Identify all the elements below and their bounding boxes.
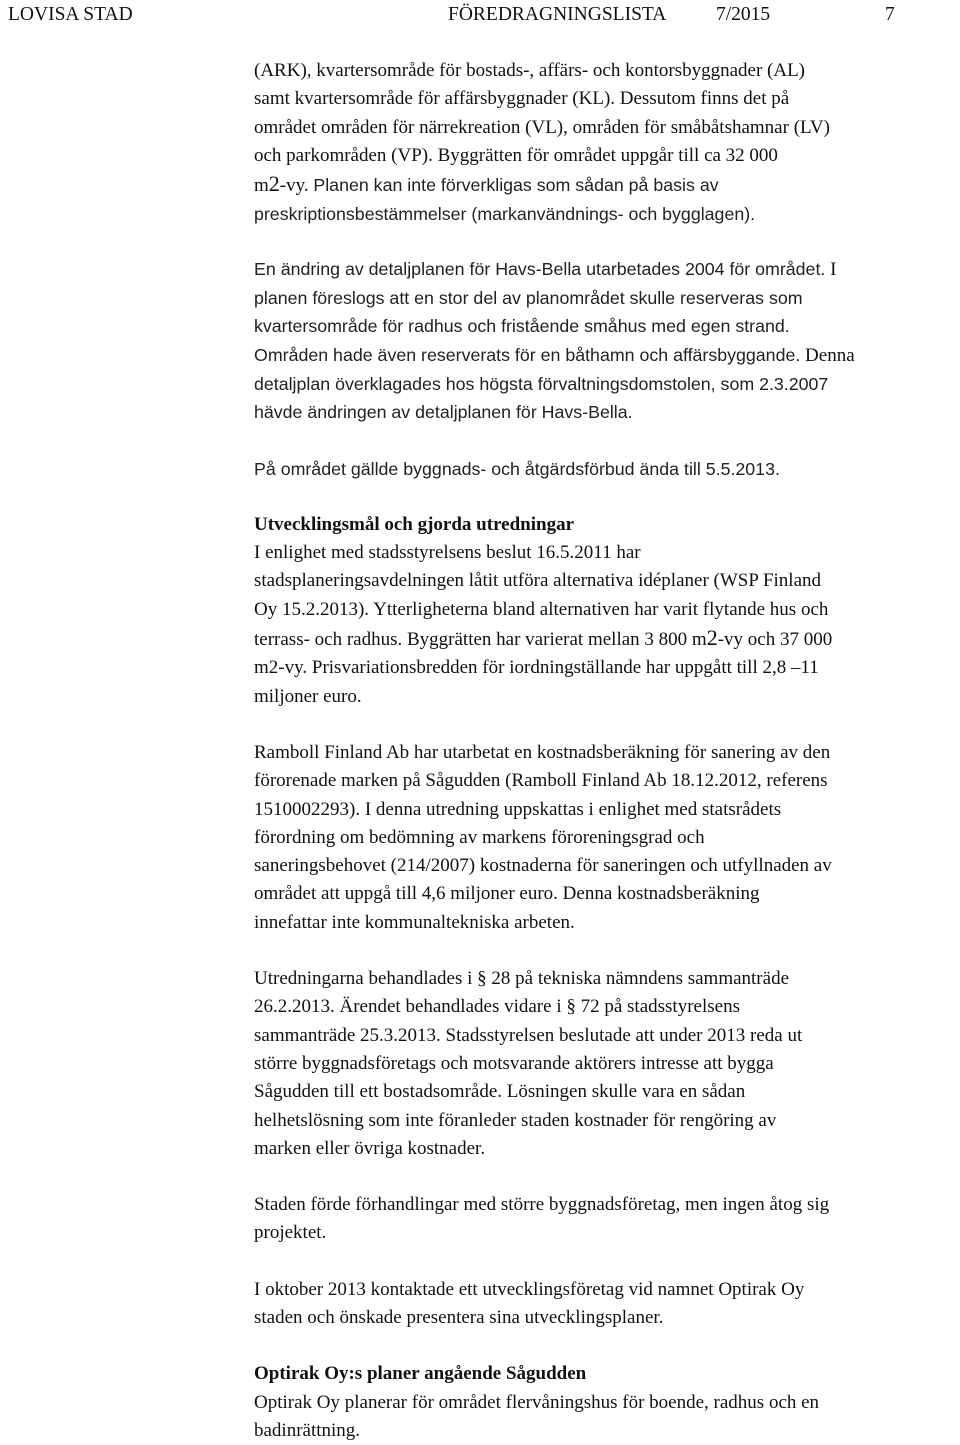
text-line: I oktober 2013 kontaktade ett utvecklingsföretag vid namnet Optirak Oy [254, 1278, 805, 1300]
text-line: Ramboll Finland Ab har utarbetat en kostnadsberäkning för sanering av den [254, 741, 831, 763]
document-body [254, 57, 960, 1445]
page-header [0, 0, 960, 32]
text-line: m2-vy. Prisvariationsbredden för iordningställande har uppgått till 2,8 –11 [254, 657, 819, 679]
text-fragment: Denna [800, 344, 855, 366]
text-line: helhetslösning som inte föranleder staden kostnader för rengöring av [254, 1109, 777, 1131]
text-line: staden och önskade presentera sina utvecklingsplaner. [254, 1306, 664, 1328]
text-line: samt kvartersområde för affärsbyggnader (KL). Dessutom finns det på [254, 88, 790, 110]
paragraph-detailed-plan-change [254, 255, 960, 427]
text-line: området att uppgå till 4,6 miljoner euro. Denna kostnadsberäkning [254, 883, 760, 905]
header-page-number: 7 [885, 4, 895, 25]
paragraph-optirak-contact [254, 1276, 960, 1333]
text-line: Utredningarna behandlades i § 28 på tekniska nämndens sammanträde [254, 968, 789, 990]
text-line: Oy 15.2.2013). Ytterligheterna bland alternativen har varit flytande hus och [254, 598, 829, 620]
text-line: och parkområden (VP). Byggrätten för området uppgår till ca 32 000 [254, 144, 778, 166]
section-heading: Utvecklingsmål och gjorda utredningar [254, 513, 575, 535]
text-line [254, 170, 960, 200]
paragraph-building-ban [254, 455, 960, 483]
text-line: miljoner euro. [254, 685, 362, 707]
unit-exponent: 2 [706, 625, 718, 651]
text-line: innefattar inte kommunaltekniska arbeten. [254, 911, 575, 933]
text-line: badinrättning. [254, 1419, 361, 1441]
unit-text: m [254, 175, 269, 197]
text-line: preskriptionsbestämmelser (markanvändnings- och bygglagen). [254, 204, 756, 225]
paragraph-negotiations [254, 1191, 960, 1248]
text-line: detaljplan överklagades hos högsta förvaltningsdomstolen, som 2.3.2007 [254, 373, 829, 394]
text-line: större byggnadsföretags och motsvarande aktörers intresse att bygga [254, 1052, 774, 1074]
text-line [254, 341, 960, 370]
text-line: Staden förde förhandlingar med större byggnadsföretag, men ingen åtog sig [254, 1194, 830, 1216]
text-line: På området gällde byggnads- och åtgärdsförbud ända till 5.5.2013. [254, 458, 780, 479]
paragraph-cost-estimate [254, 739, 960, 937]
section-development-goals [254, 511, 960, 711]
text-line: 1510002293). I denna utredning uppskattas i enlighet med statsrådets [254, 798, 782, 820]
sans-text: Områden hade även reserverats för en båthamn och affärsbyggande. [254, 344, 801, 365]
header-organization: LOVISA STAD [8, 4, 133, 25]
unit-exponent: 2 [268, 171, 280, 197]
text-line: (ARK), kvartersområde för bostads-, affärs- och kontorsbyggnader (AL) [254, 60, 805, 81]
text-fragment: I [825, 258, 837, 280]
sans-text: Planen kan inte förverkligas som sådan på basis av [313, 175, 719, 196]
paragraph-committee-handling [254, 965, 960, 1163]
text-line: kvartersområde för radhus och fristående småhus med egen strand. [254, 316, 790, 337]
text-line: saneringsbehovet (214/2007) kostnaderna för saneringen och utfyllnaden av [254, 855, 832, 877]
text-fragment: -vy och 37 000 [717, 629, 833, 651]
text-line: I enlighet med stadsstyrelsens beslut 16.5.2011 har [254, 542, 641, 564]
text-line: marken eller övriga kostnader. [254, 1137, 486, 1159]
text-line: 26.2.2013. Ärendet behandlades vidare i § 72 på stadsstyrelsens [254, 996, 740, 1018]
text-line: planen föreslogs att en stor del av planområdet skulle reserveras som [254, 288, 803, 309]
section-heading: Optirak Oy:s planer angående Sågudden [254, 1363, 587, 1385]
sans-text: En ändring av detaljplanen för Havs-Bella utarbetades 2004 för området. [254, 258, 826, 279]
text-line: hävde ändringen av detaljplanen för Havs-Bella. [254, 402, 633, 423]
text-fragment: terrass- och radhus. Byggrätten har varierat mellan 3 800 m [254, 629, 707, 651]
section-optirak-plans [254, 1360, 960, 1445]
text-line: Optirak Oy planerar för området flervåningshus för boende, radhus och en [254, 1391, 820, 1413]
text-line: sammanträde 25.3.2013. Stadsstyrelsen beslutade att under 2013 reda ut [254, 1024, 803, 1046]
text-line: förorenade marken på Sågudden (Ramboll Finland Ab 18.12.2012, referens [254, 770, 828, 792]
text-line [254, 624, 960, 654]
unit-suffix: -vy. [279, 175, 314, 197]
text-line [254, 255, 960, 284]
paragraph-zoning [254, 57, 960, 229]
text-line: området områden för närrekreation (VL), områden för småbåtshamnar (LV) [254, 116, 830, 138]
text-line: stadsplaneringsavdelningen låtit utföra alternativa idéplaner (WSP Finland [254, 570, 822, 592]
header-document-title: FÖREDRAGNINGSLISTA [448, 4, 667, 25]
header-document-number: 7/2015 [716, 4, 771, 25]
text-line: Sågudden till ett bostadsområde. Lösningen skulle vara en sådan [254, 1081, 746, 1103]
text-line: projektet. [254, 1222, 327, 1244]
text-line: förordning om bedömning av markens föroreningsgrad och [254, 826, 705, 848]
